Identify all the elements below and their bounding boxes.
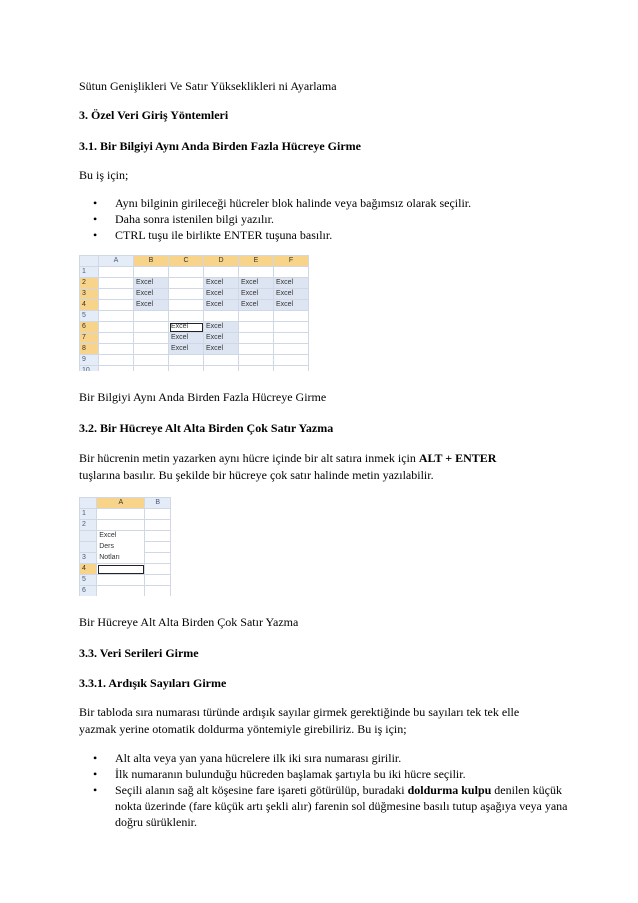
row-header: 4 xyxy=(80,300,99,311)
bullet-list-3-3-1 xyxy=(79,750,569,830)
list-item: • Alt alta veya yan yana hücrelere ilk iki sıra numarası girilir. xyxy=(79,750,569,766)
list-item: • CTRL tuşu ile birlikte ENTER tuşuna basılır. xyxy=(79,227,569,243)
cell-excel: Excel xyxy=(169,333,204,344)
list-item-text: Seçili alanın sağ alt köşesine fare işareti götürülüp, buradaki xyxy=(115,783,408,797)
corner-cell xyxy=(80,256,99,267)
row-header: 4 xyxy=(80,564,97,575)
row-header: 10 xyxy=(80,366,99,372)
cell-line: Notları xyxy=(97,553,145,564)
cell-excel: Excel xyxy=(204,344,239,355)
cell-excel: Excel xyxy=(204,322,239,333)
list-item: • İlk numaranın bulunduğu hücreden başlamak şartıyla bu iki hücre seçilir. xyxy=(79,766,569,782)
cell-excel: Excel xyxy=(274,278,309,289)
column-header: B xyxy=(134,256,169,267)
paragraph-column-width: Sütun Genişlikleri Ve Satır Yükseklikleri ni Ayarlama xyxy=(79,79,337,93)
row-header: 5 xyxy=(80,311,99,322)
list-item xyxy=(79,782,569,830)
row-header: 2 xyxy=(80,520,97,531)
paragraph-text: tuşlarına basılır. Bu şekilde bir hücreye çok satır halinde metin yazılabilir. xyxy=(79,468,434,482)
row-header: 6 xyxy=(80,322,99,333)
row-header: 2 xyxy=(80,278,99,289)
shortcut-alt-enter: ALT + ENTER xyxy=(418,451,497,465)
paragraph-3-3-1 xyxy=(79,704,569,738)
cell-excel: Excel xyxy=(204,278,239,289)
cell-excel: Excel xyxy=(274,289,309,300)
row-header: 3 xyxy=(80,289,99,300)
intro-3-1: Bu iş için; xyxy=(79,168,129,182)
spreadsheet-grid-1 xyxy=(79,255,309,371)
caption-2: Bir Hücreye Alt Alta Birden Çok Satır Yazma xyxy=(79,615,299,629)
heading-3-2: 3.2. Bir Hücreye Alt Alta Birden Çok Satır Yazma xyxy=(79,421,334,435)
fill-handle-term: doldurma kulpu xyxy=(407,783,492,797)
row-header: 1 xyxy=(80,267,99,278)
spreadsheet-grid-2 xyxy=(79,497,171,596)
list-item-text: denilen küçük nokta üzerinde (fare küçük artı şekli alır) farenin sol düğmesine basılı tutup aşağıya veya yana doğru sürüklenir. xyxy=(115,783,568,829)
row-header: 8 xyxy=(80,344,99,355)
column-header: A xyxy=(97,498,145,509)
row-header: 6 xyxy=(80,586,97,597)
cell-line: Excel xyxy=(97,531,145,542)
active-cell xyxy=(97,564,145,575)
caption-1: Bir Bilgiyi Aynı Anda Birden Fazla Hücreye Girme xyxy=(79,390,327,404)
active-cell: Excel xyxy=(169,322,204,333)
cell-line: Ders xyxy=(97,542,145,553)
heading-3-3: 3.3. Veri Serileri Girme xyxy=(79,646,199,660)
row-header: 3 xyxy=(80,553,97,564)
paragraph-3-2 xyxy=(79,450,569,484)
cell-excel: Excel xyxy=(204,300,239,311)
paragraph-text: Bir hücrenin metin yazarken aynı hücre içinde bir alt satıra inmek için xyxy=(79,451,419,465)
row-header: 7 xyxy=(80,333,99,344)
paragraph-text: Bir tabloda sıra numarası türünde ardışık sayılar girmek gerektiğinde bu sayıları tek tek elle xyxy=(79,705,520,719)
cell-excel: Excel xyxy=(204,333,239,344)
heading-3-1: 3.1. Bir Bilgiyi Aynı Anda Birden Fazla Hücreye Girme xyxy=(79,139,361,153)
spreadsheet-image-1 xyxy=(79,255,319,371)
bullet-list-3-1 xyxy=(79,195,569,243)
row-header: 9 xyxy=(80,355,99,366)
cell-excel: Excel xyxy=(239,278,274,289)
column-header: A xyxy=(99,256,134,267)
cell-excel: Excel xyxy=(134,300,169,311)
paragraph-text: yazmak yerine otomatik doldurma yöntemiyle girebiliriz. Bu iş için; xyxy=(79,722,407,736)
cell-excel: Excel xyxy=(274,300,309,311)
row-header: 5 xyxy=(80,575,97,586)
column-header: B xyxy=(145,498,171,509)
column-header: D xyxy=(204,256,239,267)
list-item: • Daha sonra istenilen bilgi yazılır. xyxy=(79,211,569,227)
list-item: • Aynı bilginin girileceği hücreler blok halinde veya bağımsız olarak seçilir. xyxy=(79,195,569,211)
column-header: E xyxy=(239,256,274,267)
cell-excel: Excel xyxy=(169,344,204,355)
cell-excel: Excel xyxy=(134,289,169,300)
corner-cell xyxy=(80,498,97,509)
heading-3-3-1: 3.3.1. Ardışık Sayıları Girme xyxy=(79,676,227,690)
column-header: F xyxy=(274,256,309,267)
cell-excel: Excel xyxy=(134,278,169,289)
spreadsheet-image-2 xyxy=(79,497,171,596)
cell-excel: Excel xyxy=(239,300,274,311)
column-header: C xyxy=(169,256,204,267)
cell-excel: Excel xyxy=(239,289,274,300)
row-header: 1 xyxy=(80,509,97,520)
cell-excel: Excel xyxy=(204,289,239,300)
heading-3: 3. Özel Veri Giriş Yöntemleri xyxy=(79,108,229,122)
